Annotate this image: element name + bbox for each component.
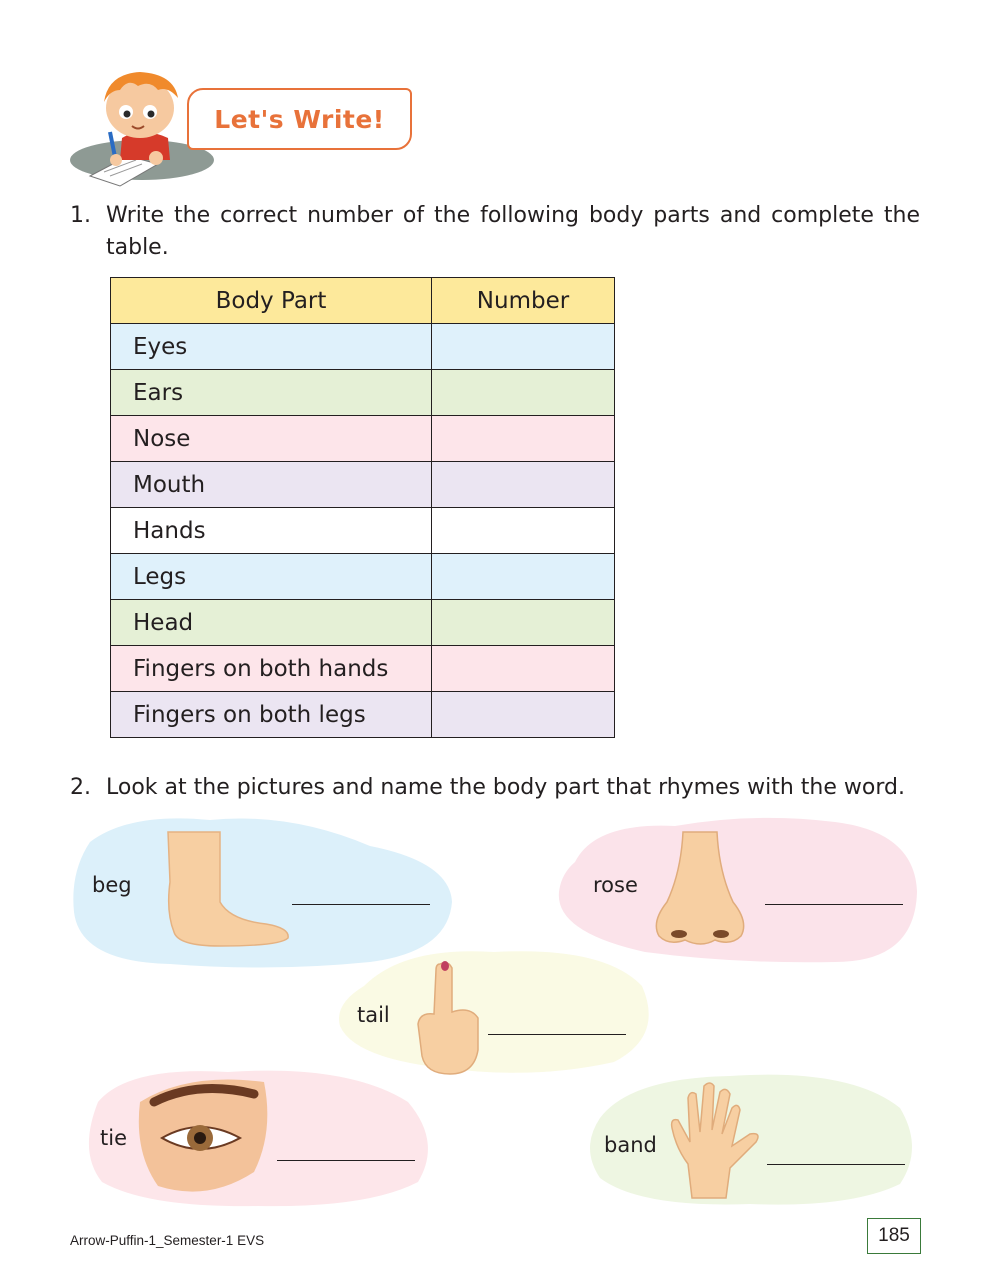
word-tail: tail <box>357 1003 390 1027</box>
number-answer-cell[interactable] <box>432 324 615 370</box>
table-row <box>111 600 615 646</box>
number-answer-cell[interactable] <box>432 692 615 738</box>
question-1-number: 1. <box>70 203 91 228</box>
question-2 <box>70 772 930 804</box>
tie-card <box>78 1062 438 1210</box>
header-number: Number <box>432 278 615 324</box>
question-1-text: Write the correct number of the following body parts and complete the table. <box>106 203 920 260</box>
table-row <box>111 462 615 508</box>
word-tie: tie <box>100 1126 127 1150</box>
word-band: band <box>604 1133 657 1157</box>
answer-blank-tail[interactable] <box>488 1034 626 1035</box>
word-beg: beg <box>92 873 132 897</box>
answer-blank-beg[interactable] <box>292 904 430 905</box>
number-answer-cell[interactable] <box>432 554 615 600</box>
number-answer-cell[interactable] <box>432 462 615 508</box>
body-part-cell: Fingers on both legs <box>111 692 432 738</box>
word-rose: rose <box>593 873 638 897</box>
table-row <box>111 416 615 462</box>
table-header-row <box>111 278 615 324</box>
answer-blank-tie[interactable] <box>277 1160 415 1161</box>
eye-icon <box>139 1080 268 1192</box>
badge-label: Let's Write! <box>214 104 385 134</box>
page-number: 185 <box>867 1218 921 1254</box>
question-2-text: Look at the pictures and name the body part that rhymes with the word. <box>106 775 905 800</box>
number-answer-cell[interactable] <box>432 600 615 646</box>
body-parts-table <box>110 277 615 738</box>
answer-blank-rose[interactable] <box>765 904 903 905</box>
number-answer-cell[interactable] <box>432 508 615 554</box>
body-part-cell: Head <box>111 600 432 646</box>
question-1 <box>70 200 920 264</box>
number-answer-cell[interactable] <box>432 416 615 462</box>
body-part-cell: Hands <box>111 508 432 554</box>
body-part-cell: Legs <box>111 554 432 600</box>
table-row <box>111 324 615 370</box>
body-part-cell: Fingers on both hands <box>111 646 432 692</box>
table-row <box>111 646 615 692</box>
body-part-cell: Nose <box>111 416 432 462</box>
table-row <box>111 554 615 600</box>
body-part-cell: Ears <box>111 370 432 416</box>
number-answer-cell[interactable] <box>432 646 615 692</box>
body-part-cell: Eyes <box>111 324 432 370</box>
table-row <box>111 370 615 416</box>
footer-book-title: Arrow-Puffin-1_Semester-1 EVS <box>70 1233 265 1248</box>
lets-write-badge <box>187 88 412 150</box>
answer-blank-band[interactable] <box>767 1164 905 1165</box>
number-answer-cell[interactable] <box>432 370 615 416</box>
header-body-part: Body Part <box>111 278 432 324</box>
question-2-number: 2. <box>70 775 91 800</box>
table-row <box>111 692 615 738</box>
body-part-cell: Mouth <box>111 462 432 508</box>
table-row <box>111 508 615 554</box>
